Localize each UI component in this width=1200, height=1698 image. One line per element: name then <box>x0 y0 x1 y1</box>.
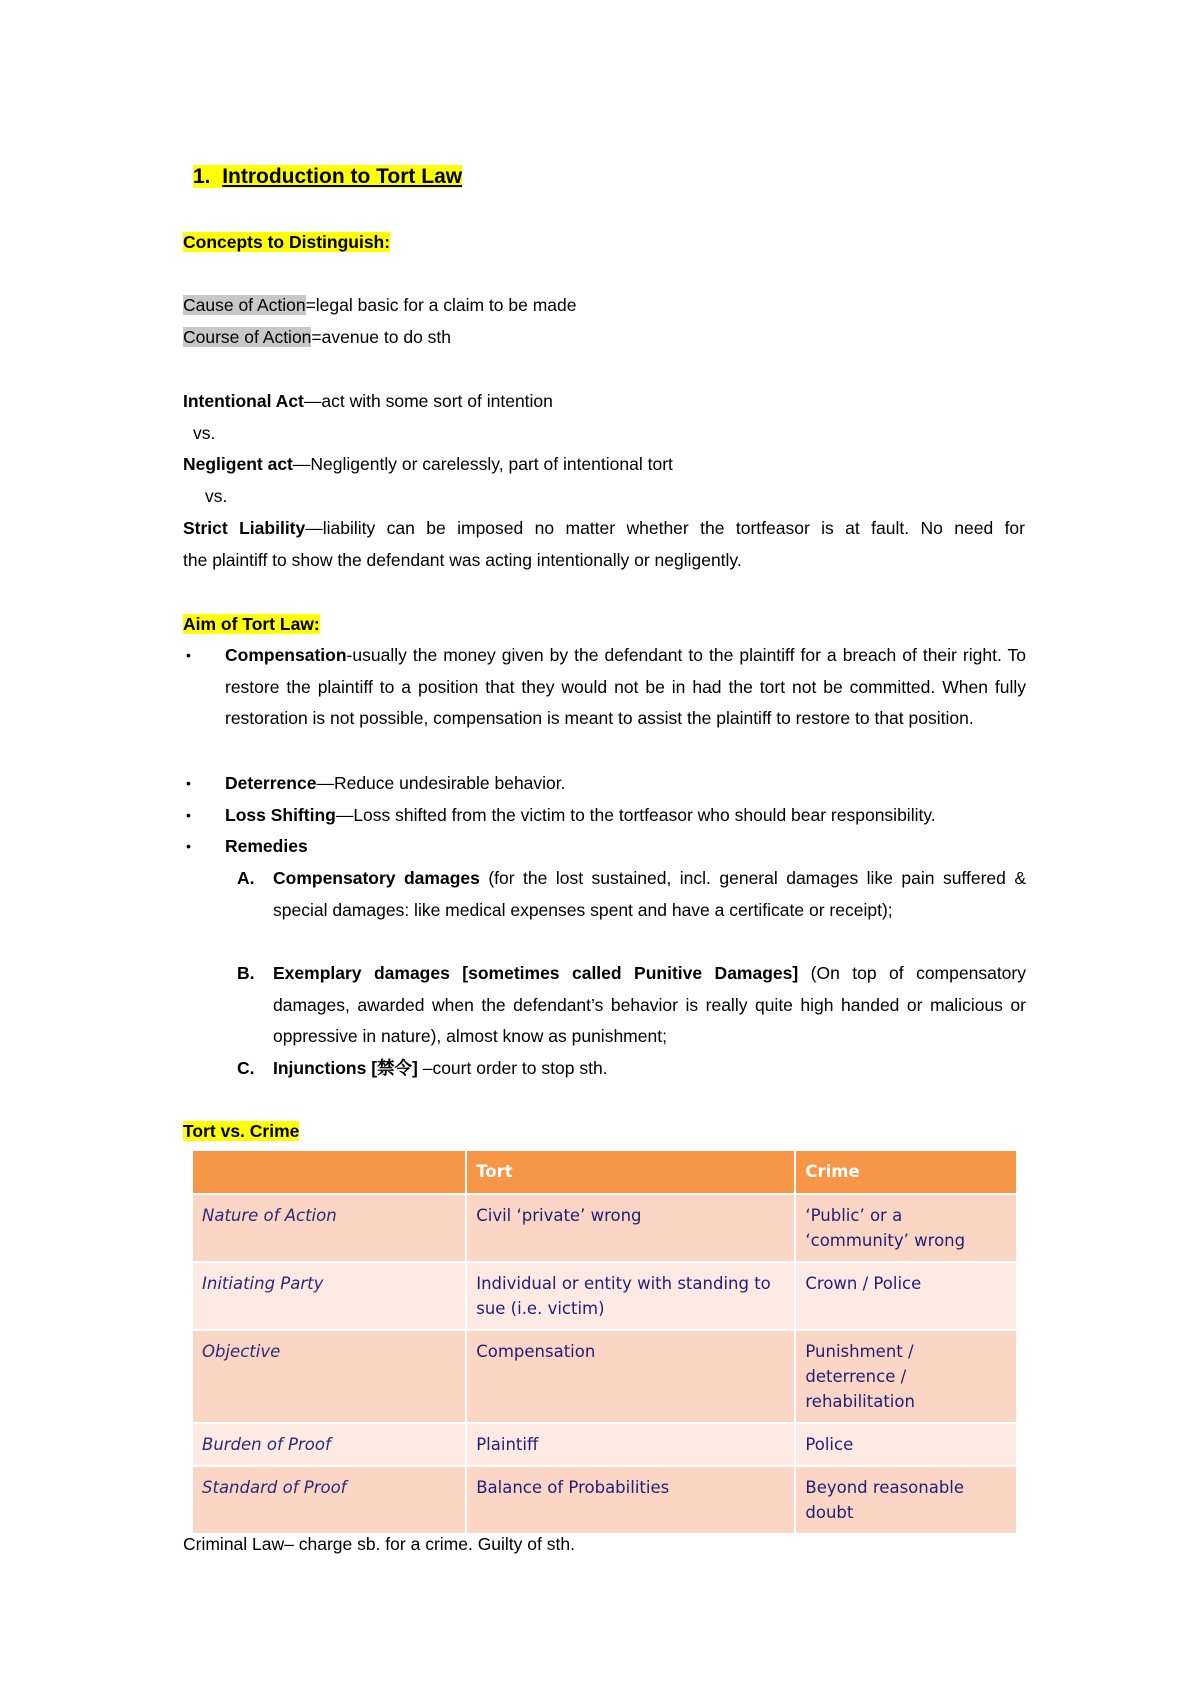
remedy-item: Compensatory damages (for the lost sustained, incl. general damages like pain suffered & special damages: like medical expenses spent and have a certificate or receipt); <box>273 868 1026 920</box>
concept-row <box>183 293 577 317</box>
tort-vs-crime-table <box>191 1149 1018 1535</box>
tort-cell: Civil ‘private’ wrong <box>466 1194 795 1262</box>
criminal-law-note: Criminal Law– charge sb. for a crime. Guilty of sth. <box>183 1534 575 1554</box>
remedy-item: Injunctions [禁令] –court order to stop sth. <box>273 1058 608 1078</box>
concept-definition: =avenue to do sth <box>311 327 452 347</box>
crime-cell: Crown / Police <box>795 1262 1017 1330</box>
row-label: Objective <box>192 1330 466 1423</box>
remedy-item: Exemplary damages [sometimes called Punitive Damages] (On top of compensatory damages, awarded when the defendant’s behavior is really quite high handed or malicious or oppressive in nature), almost know as punishment; <box>273 963 1026 1047</box>
loss-shifting-item: Loss Shifting—Loss shifted from the victim to the tortfeasor who should bear responsibility. <box>225 805 936 825</box>
table-row <box>192 1262 1017 1330</box>
crime-cell: ‘Public’ or a ‘community’ wrong <box>795 1194 1017 1262</box>
remedy-letter: A. <box>237 868 255 888</box>
table-header-cell: Crime <box>795 1150 1017 1194</box>
table-row <box>192 1330 1017 1423</box>
vs-label: vs. <box>193 423 216 443</box>
row-label: Nature of Action <box>192 1194 466 1262</box>
table-header-cell: Tort <box>466 1150 795 1194</box>
remedies-item: Remedies <box>225 836 308 856</box>
table-header-row <box>192 1150 1017 1194</box>
title-number: 1. <box>193 165 211 188</box>
vs-label: vs. <box>205 486 228 506</box>
negligent-act-line: Negligent act—Negligently or carelessly, part of intentional tort <box>183 454 673 474</box>
page-title <box>193 165 462 189</box>
crime-cell: Beyond reasonable doubt <box>795 1466 1017 1534</box>
row-label: Burden of Proof <box>192 1423 466 1466</box>
concept-row <box>183 325 451 349</box>
strict-liability-line: Strict Liability—liability can be imposed no matter whether the tortfeasor is at fault. No need for <box>183 518 1025 538</box>
tort-cell: Balance of Probabilities <box>466 1466 795 1534</box>
table-row <box>192 1466 1017 1534</box>
strict-liability-line-2: the plaintiff to show the defendant was acting intentionally or negligently. <box>183 550 742 570</box>
tort-cell: Compensation <box>466 1330 795 1423</box>
row-label: Standard of Proof <box>192 1466 466 1534</box>
tort-cell: Individual or entity with standing to sue (i.e. victim) <box>466 1262 795 1330</box>
table-row <box>192 1194 1017 1262</box>
tort-vs-crime-heading: Tort vs. Crime <box>183 1121 300 1141</box>
crime-cell: Punishment / deterrence / rehabilitation <box>795 1330 1017 1423</box>
bullet-icon: • <box>186 775 191 791</box>
aim-heading: Aim of Tort Law: <box>183 614 320 634</box>
bullet-icon: • <box>186 807 191 823</box>
concept-term: Course of Action <box>183 327 312 347</box>
bullet-icon: • <box>186 647 191 663</box>
remedy-letter: C. <box>237 1058 255 1078</box>
table-header-cell <box>192 1150 466 1194</box>
deterrence-item: Deterrence—Reduce undesirable behavior. <box>225 773 566 793</box>
bullet-icon: • <box>186 838 191 854</box>
table-row <box>192 1423 1017 1466</box>
crime-cell: Police <box>795 1423 1017 1466</box>
title-text: Introduction to Tort Law <box>222 165 463 188</box>
row-label: Initiating Party <box>192 1262 466 1330</box>
concept-term: Cause of Action <box>183 295 306 315</box>
compensation-item: Compensation-usually the money given by the defendant to the plaintiff for a breach of their right. To restore the plaintiff to a position that they would not be in had the tort not be committed. When fully restoration is not possible, compensation is meant to assist the plaintiff to restore to that position. <box>225 645 1026 729</box>
tort-cell: Plaintiff <box>466 1423 795 1466</box>
intentional-act-line: Intentional Act—act with some sort of intention <box>183 391 553 411</box>
concepts-heading: Concepts to Distinguish: <box>183 232 391 252</box>
concept-definition: =legal basic for a claim to be made <box>305 295 577 315</box>
remedy-letter: B. <box>237 963 255 983</box>
